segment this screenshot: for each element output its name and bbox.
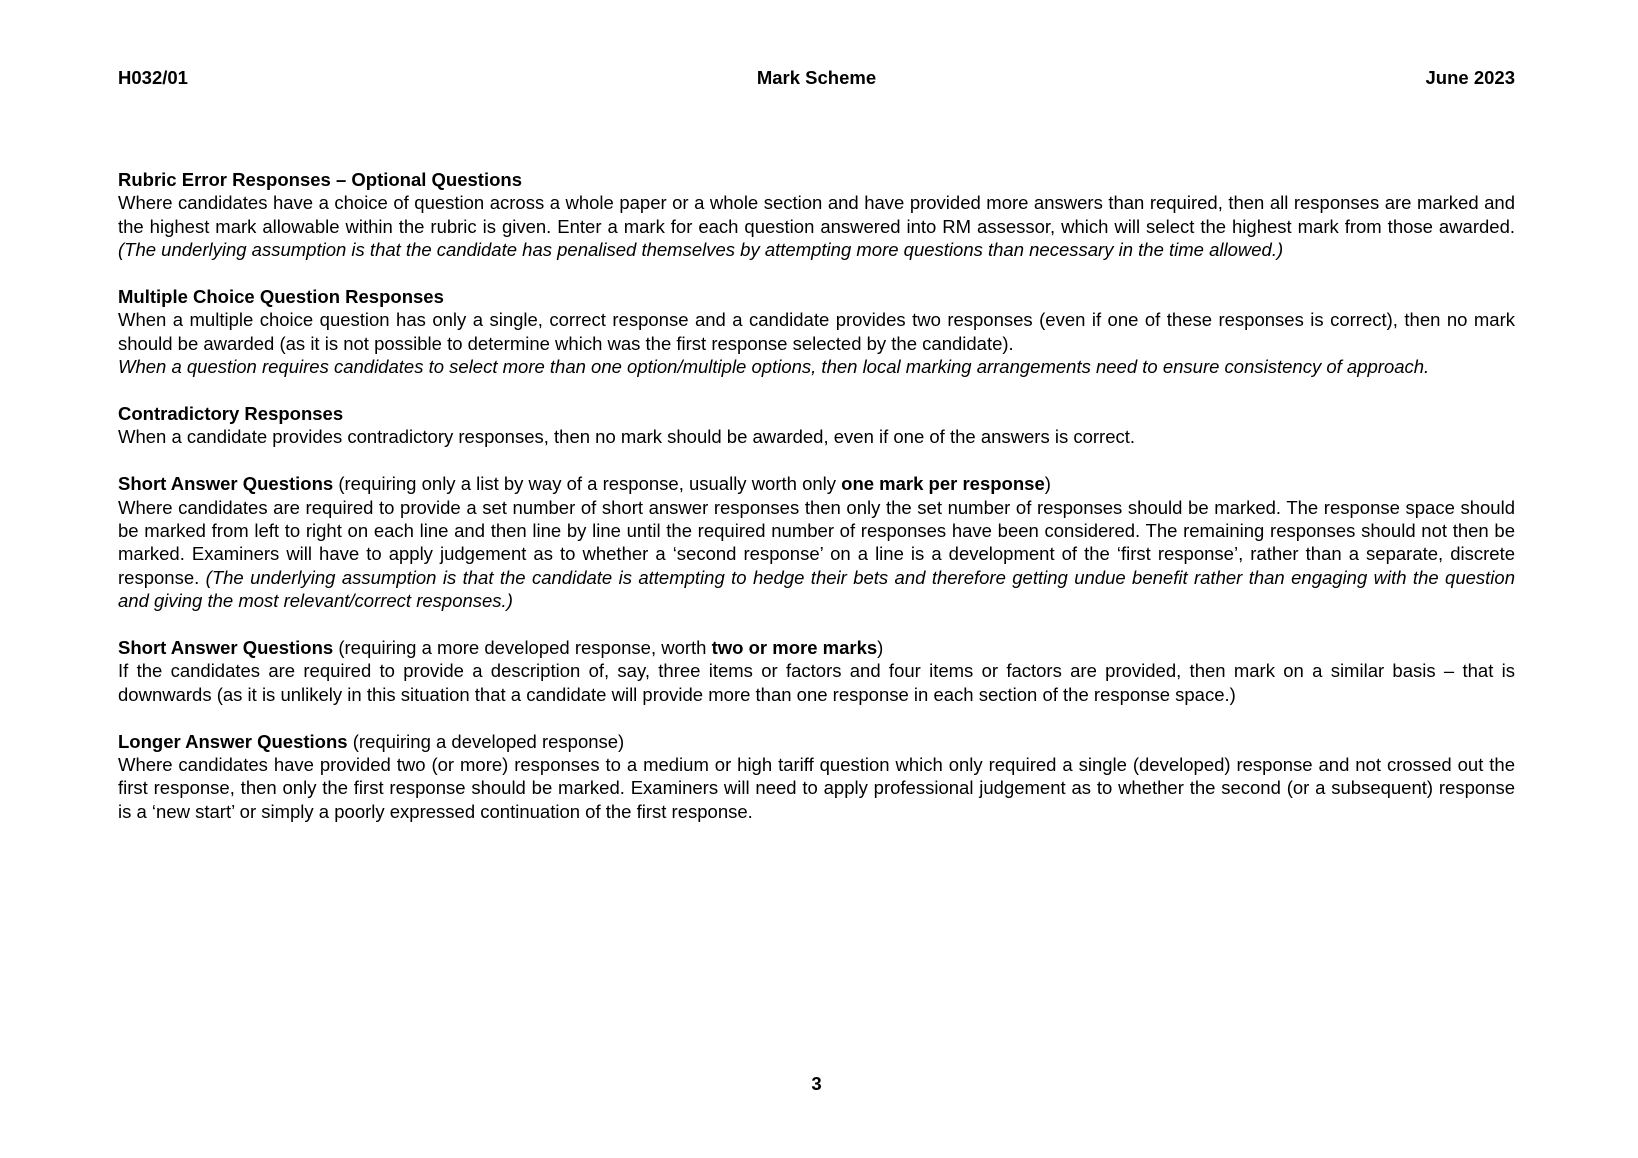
section-paragraph (118, 496, 1515, 613)
section-paragraph (118, 355, 1515, 378)
section-heading: Rubric Error Responses – Optional Questions (118, 169, 523, 190)
heading-note: ) (1044, 473, 1051, 495)
section-multiple-choice-responses (118, 285, 1515, 379)
body-text: If the candidates are required to provide a description of, say, three items or factors and four items or factors are provided, then mark on a similar basis – that is downwards (as it is unlikely in this situation that a candidate will provide more than one response in each section of the response space.) (118, 660, 1515, 705)
section-heading (118, 636, 1515, 659)
section-longer-answer (118, 730, 1515, 824)
heading-note: (requiring a developed response) (347, 730, 625, 752)
heading-emphasis: two or more marks (711, 637, 878, 659)
section-paragraph (118, 659, 1515, 706)
heading-note: (requiring a more developed response, worth (333, 637, 712, 659)
section-paragraph (118, 191, 1515, 261)
document-content (118, 168, 1515, 823)
section-paragraph (118, 425, 1515, 448)
body-text-italic: (The underlying assumption is that the candidate is attempting to hedge their bets and therefore getting undue benefit rather than engaging with the question and giving the most relevant/correct responses.) (118, 566, 1515, 612)
heading-note: (requiring only a list by way of a response, usually worth only (333, 473, 842, 495)
header-date: June 2023 (1425, 67, 1515, 88)
page-footer (118, 1072, 1515, 1095)
section-short-answer-list (118, 472, 1515, 612)
section-contradictory-responses (118, 402, 1515, 449)
section-heading: Contradictory Responses (118, 403, 344, 425)
heading-title: Short Answer Questions (118, 473, 334, 495)
heading-emphasis: one mark per response (841, 473, 1045, 495)
section-paragraph (118, 753, 1515, 823)
body-text: When a multiple choice question has only a single, correct response and a candidate provides two responses (even if one of these responses is correct), then no mark should be awarded (as it is not possible to determine which was the first response selected by the candidate). (118, 309, 1515, 354)
page-number: 3 (811, 1073, 822, 1094)
section-heading: Multiple Choice Question Responses (118, 286, 444, 308)
section-heading (118, 730, 1515, 753)
body-text: Where candidates have a choice of question across a whole paper or a whole section and have provided more answers than required, then all responses are marked and the highest mark allowable within the rubric is given. Enter a mark for each question answered into RM assessor, which will select the highest mark from those awarded. (118, 192, 1515, 237)
section-heading (118, 472, 1515, 495)
section-short-answer-developed (118, 636, 1515, 706)
heading-title: Longer Answer Questions (118, 730, 348, 752)
heading-title: Short Answer Questions (118, 637, 334, 659)
body-text-italic: (The underlying assumption is that the candidate has penalised themselves by attempting more questions than necessary in the time allowed.) (118, 239, 1284, 261)
page-header (118, 66, 1515, 89)
header-paper-code: H032/01 (118, 67, 188, 88)
body-text: When a candidate provides contradictory responses, then no mark should be awarded, even if one of the answers is correct. (118, 426, 1136, 448)
body-text: Where candidates are required to provide a set number of short answer responses then only the set number of responses should be marked. The response space should be marked from left to right on each line and then line by line until the required number of responses have been considered. The remaining responses should not then be marked. Examiners will have to apply judgement as to whether a ‘second response’ on a line is a development of the ‘first response’, rather than a separate, discrete response. (118, 496, 1515, 588)
section-rubric-error-responses (118, 168, 1515, 262)
heading-note: ) (877, 637, 884, 659)
header-document-title: Mark Scheme (756, 67, 877, 88)
body-text-italic: When a question requires candidates to select more than one option/multiple options, then local marking arrangements need to ensure consistency of approach. (118, 356, 1430, 378)
body-text: Where candidates have provided two (or more) responses to a medium or high tariff question which only required a single (developed) response and not crossed out the first response, then only the first response should be marked. Examiners will need to apply professional judgement as to whether the second (or a subsequent) response is a ‘new start’ or simply a poorly expressed continuation of the first response. (118, 754, 1515, 822)
section-paragraph (118, 308, 1515, 355)
